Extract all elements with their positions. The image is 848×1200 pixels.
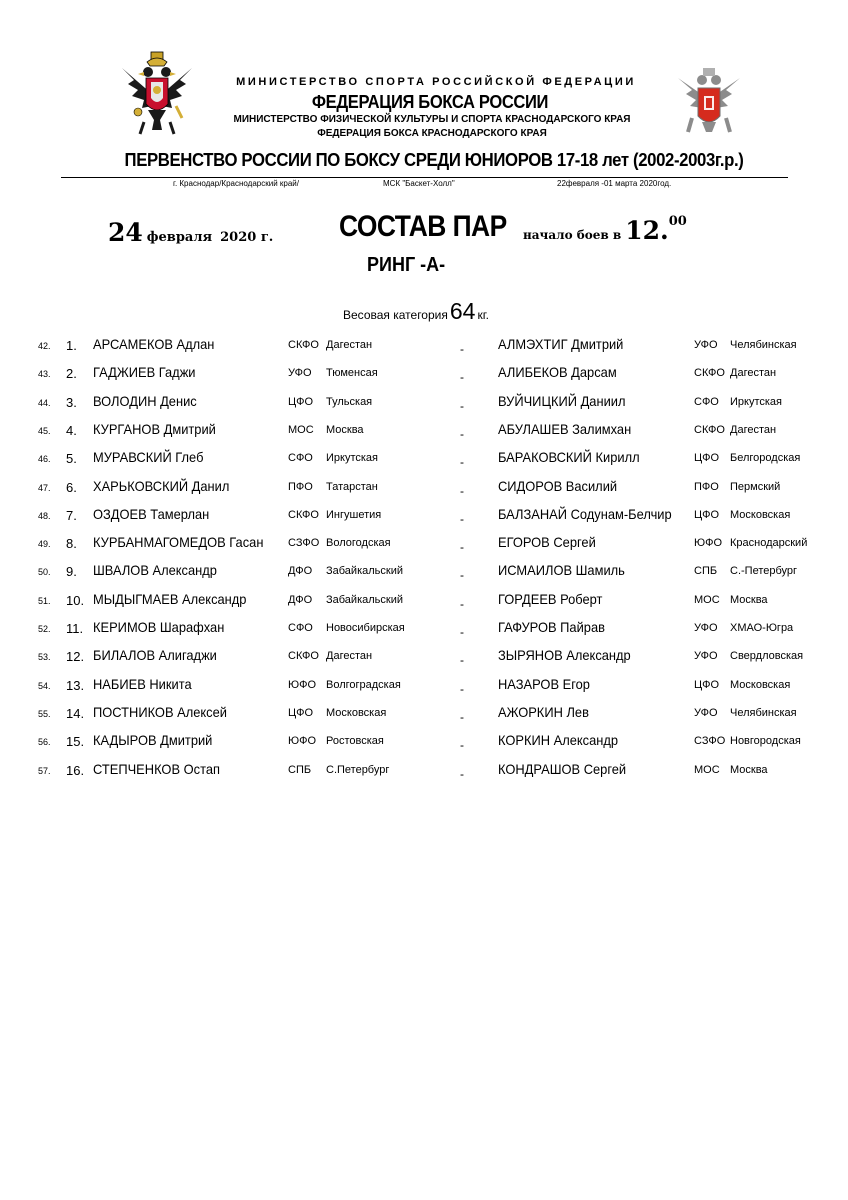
red-corner-name: СТЕПЧЕНКОВ Остап [93,760,220,777]
pair-order: 8. [66,536,77,552]
pair-order: 10. [66,592,85,608]
red-corner-district: ЮФО [288,735,317,748]
versus-dash: - [460,681,464,696]
bout-number: 42. [38,341,51,351]
table-row [0,421,848,449]
pair-order: 2. [66,366,77,382]
blue-corner-name: КОНДРАШОВ Сергей [498,760,627,777]
weight-category [343,298,489,325]
bout-number: 43. [38,369,51,380]
table-row [0,591,848,619]
red-corner-region: Волгоградская [326,678,401,691]
page-title: СОСТАВ ПАР [339,210,507,243]
blue-corner-district: УФО [694,339,718,351]
red-corner-region: Тульская [326,395,373,408]
red-corner-name: КЕРИМОВ Шарафхан [93,619,225,635]
pair-order: 3. [66,394,77,410]
bout-number: 53. [38,652,51,663]
bout-date-month: февраля [146,230,213,245]
event-dates: 22февраля -01 марта 2020год. [557,179,672,188]
blue-corner-district: МОС [694,593,720,606]
blue-corner-district: УФО [694,650,718,663]
bout-date-year: 2020 г. [220,230,274,245]
red-corner-region: Вологодская [326,537,391,550]
pair-order: 9. [66,564,77,580]
red-corner-district: ЦФО [288,706,314,719]
table-row [0,336,848,364]
red-corner-name: ХАРЬКОВСКИЙ Данил [93,477,230,494]
versus-dash: - [460,540,464,555]
blue-corner-district: МОС [694,763,720,776]
red-corner-region: Москва [326,423,364,436]
red-corner-name: ШВАЛОВ Александр [93,562,217,579]
header-divider [61,177,788,178]
weight-category-unit: кг. [477,308,489,322]
red-corner-name: АРСАМЕКОВ Адлан [93,336,215,352]
blue-corner-name: ЗЫРЯНОВ Александр [498,647,631,664]
versus-dash: - [460,511,464,526]
pair-order: 4. [66,422,77,438]
versus-dash: - [460,483,464,498]
red-corner-name: ПОСТНИКОВ Алексей [93,703,227,720]
ministry-heading: МИНИСТЕРСТВО СПОРТА РОССИЙСКОЙ ФЕДЕРАЦИИ [236,76,636,88]
blue-corner-region: Пермский [730,480,781,493]
blue-corner-district: ЦФО [694,678,720,691]
red-corner-region: Дагестан [326,650,373,663]
start-time-label: начало боев в [523,228,622,242]
red-corner-district: ДФО [288,593,313,606]
blue-corner-name: ЕГОРОВ Сергей [498,534,596,551]
red-corner-name: КАДЫРОВ Дмитрий [93,732,213,749]
table-row [0,364,848,392]
red-corner-name: КУРБАНМАГОМЕДОВ Гасан [93,534,264,551]
pair-order: 11. [66,621,84,636]
table-row [0,534,848,562]
blue-corner-district: СКФО [694,423,725,436]
red-corner-district: СПБ [288,763,312,776]
blue-corner-region: Иркутская [730,395,783,408]
blue-corner-district: СЗФО [694,735,726,748]
blue-corner-name: ГАФУРОВ Пайрав [498,619,605,635]
blue-corner-name: КОРКИН Александр [498,732,619,749]
table-row [0,704,848,732]
versus-dash: - [460,625,464,639]
blue-corner-district: СПБ [694,565,718,578]
bout-number: 47. [38,482,51,493]
weight-category-label: Весовая категория [343,308,448,322]
blue-corner-district: ЦФО [694,452,720,465]
blue-corner-region: Московская [730,508,791,521]
blue-corner-region: Новгородская [730,735,801,748]
red-corner-district: ЦФО [288,395,314,408]
start-time-minutes: 00 [668,214,687,229]
versus-dash: - [460,426,464,441]
blue-corner-name: СИДОРОВ Василий [498,477,618,494]
start-time [523,216,687,245]
versus-dash: - [460,342,464,356]
table-row [0,619,848,647]
red-corner-region: С.Петербург [326,763,390,776]
blue-corner-name: ИСМАИЛОВ Шамиль [498,562,625,579]
pair-order: 14. [66,705,85,721]
red-corner-name: НАБИЕВ Никита [93,675,192,692]
red-corner-district: СКФО [288,650,319,663]
bout-number: 54. [38,680,51,691]
bout-number: 56. [38,737,51,748]
red-corner-name: МЫДЫГМАЕВ Александр [93,590,247,607]
bout-date-day: 24 [108,218,143,247]
pair-order: 13. [66,677,85,693]
red-corner-district: ПФО [288,480,313,493]
red-corner-name: ВОЛОДИН Денис [93,392,197,409]
red-corner-district: СЗФО [288,537,320,550]
table-row [0,647,848,675]
pair-order: 6. [66,479,77,495]
blue-corner-district: ПФО [694,480,719,493]
versus-dash: - [460,709,464,724]
red-corner-region: Забайкальский [326,593,403,606]
red-corner-region: Ингушетия [326,508,382,521]
pair-order: 16. [66,762,85,778]
red-corner-region: Дагестан [326,339,373,351]
red-corner-name: ОЗДОЕВ Тамерлан [93,505,210,522]
blue-corner-name: АЛМЭХТИГ Дмитрий [498,336,624,352]
red-corner-district: СФО [288,622,313,634]
red-corner-district: МОС [288,423,314,436]
blue-corner-district: УФО [694,622,718,634]
pair-order: 15. [66,734,85,750]
red-corner-region: Татарстан [326,480,378,493]
blue-corner-district: УФО [694,706,718,719]
blue-corner-region: Белгородская [730,452,801,465]
blue-corner-region: Свердловская [730,650,804,663]
table-row [0,676,848,704]
blue-corner-name: АЖОРКИН Лев [498,703,589,720]
bout-number: 57. [38,765,51,776]
regional-ministry-heading: МИНИСТЕРСТВО ФИЗИЧЕСКОЙ КУЛЬТУРЫ И СПОРТА КРАСНОДАРСКОГО КРАЯ [233,114,631,125]
table-row [0,393,848,421]
event-venue: МСК "Баскет-Холл" [383,179,455,188]
versus-dash: - [460,568,464,583]
blue-corner-name: БАЛЗАНАЙ Содунам-Белчир [498,505,672,522]
red-corner-district: УФО [288,367,312,380]
blue-corner-region: ХМАО-Югра [730,622,794,634]
blue-corner-name: НАЗАРОВ Егор [498,675,590,692]
red-corner-region: Новосибирская [326,622,405,634]
table-row [0,449,848,477]
red-corner-district: СКФО [288,508,319,521]
versus-dash: - [460,370,464,385]
red-corner-district: ЮФО [288,678,317,691]
blue-corner-region: Московская [730,678,791,691]
bout-number: 48. [38,510,51,521]
versus-dash: - [460,455,464,470]
pair-order: 5. [66,451,77,467]
blue-corner-name: АБУЛАШЕВ Залимхан [498,420,632,437]
blue-corner-district: ЦФО [694,508,720,521]
blue-corner-region: С.-Петербург [730,565,798,578]
bout-number: 55. [38,708,51,719]
versus-dash: - [460,766,464,781]
bout-number: 52. [38,624,51,634]
bout-number: 46. [38,454,51,465]
red-corner-region: Тюменсая [326,367,378,380]
bout-number: 44. [38,397,51,408]
blue-corner-name: ВУЙЧИЦКИЙ Даниил [498,392,626,409]
blue-corner-district: СФО [694,395,719,408]
red-corner-district: СКФО [288,339,319,351]
red-corner-district: ДФО [288,565,313,578]
red-corner-name: ГАДЖИЕВ Гаджи [93,364,196,381]
red-corner-region: Иркутская [326,452,379,465]
red-corner-region: Московская [326,706,387,719]
table-row [0,562,848,590]
bout-number: 45. [38,425,51,436]
red-corner-name: КУРГАНОВ Дмитрий [93,420,216,437]
table-row [0,761,848,789]
table-row [0,506,848,534]
weight-category-value: 64 [449,298,476,324]
pair-order: 7. [66,507,77,523]
red-corner-region: Ростовская [326,735,384,748]
championship-title: ПЕРВЕНСТВО РОССИИ ПО БОКСУ СРЕДИ ЮНИОРОВ 17-18 лет (2002-2003г.р.) [124,150,744,170]
blue-corner-name: ГОРДЕЕВ Роберт [498,590,603,607]
blue-corner-district: ЮФО [694,537,723,550]
federation-heading: ФЕДЕРАЦИЯ БОКСА РОССИИ [311,92,549,112]
pair-order: 1. [66,338,77,353]
red-corner-name: БИЛАЛОВ Алигаджи [93,647,217,664]
versus-dash: - [460,738,464,753]
blue-corner-district: СКФО [694,367,725,380]
red-corner-district: СФО [288,452,313,465]
blue-corner-region: Дагестан [730,423,777,436]
versus-dash: - [460,596,464,611]
blue-corner-region: Челябинская [730,706,797,719]
regional-federation-heading: ФЕДЕРАЦИЯ БОКСА КРАСНОДАРСКОГО КРАЯ [317,128,547,139]
blue-corner-region: Дагестан [730,367,777,380]
bout-date [108,218,273,247]
table-row [0,732,848,760]
table-row [0,478,848,506]
red-corner-name: МУРАВСКИЙ Глеб [93,449,204,466]
blue-corner-name: БАРАКОВСКИЙ Кирилл [498,449,640,466]
blue-corner-region: Челябинская [730,339,797,351]
blue-corner-region: Москва [730,593,768,606]
blue-corner-region: Москва [730,763,768,776]
red-corner-region: Забайкальский [326,565,403,578]
versus-dash: - [460,398,464,413]
bout-number: 49. [38,539,51,550]
blue-corner-region: Краснодарский [730,537,808,550]
bout-number: 50. [38,567,51,578]
start-time-hour: 12. [625,216,669,245]
versus-dash: - [460,653,464,668]
blue-corner-name: АЛИБЕКОВ Дарсам [498,364,617,381]
event-location: г. Краснодар/Краснодарский край/ [173,179,299,188]
bout-number: 51. [38,595,51,606]
ring-label: РИНГ -А- [367,254,446,276]
pair-order: 12. [66,649,85,665]
